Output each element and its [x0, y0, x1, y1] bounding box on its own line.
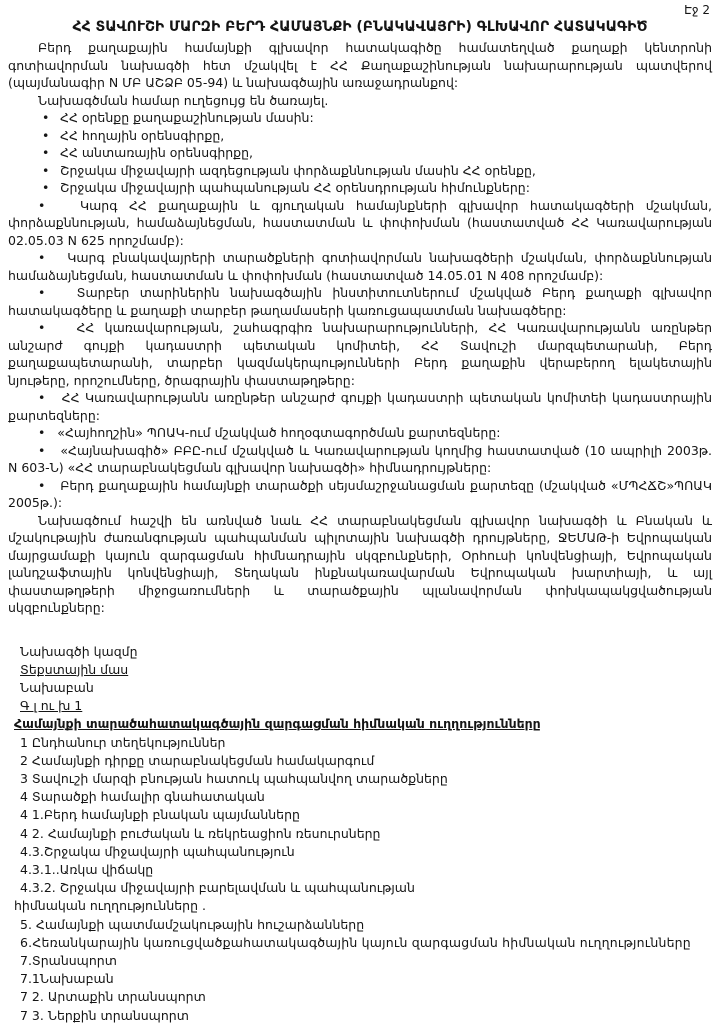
toc-line-item-continuation: հիմնական ուղղությունները .: [14, 898, 206, 914]
table-of-contents: [8, 643, 712, 1025]
toc-line-item: 3 Տավուշի մարզի բնության հատուկ պահպանվող տարածքները: [20, 770, 448, 786]
bullet-item: • Շրջակա միջավայրի ազդեցության փորձաքննության մասին ՀՀ օրենքը,: [8, 162, 712, 180]
bullet-item: • «Հայհողշին» ՊՈԱԿ-ում մշակված հողօգտագործման քարտեզները:: [8, 424, 712, 442]
bullet-item: • Տարբեր տարիներին նախագծային ինստիտուտներում մշակված Բերդ քաղաքի գլխավոր հատակագծերը և քաղաքի տարբեր թաղամասերի կառուցապատման նախագծերը:: [8, 284, 712, 319]
toc-line-item: 4.3.2. Շրջակա միջավայրի բարելավման և պահպանության: [20, 880, 415, 896]
toc-line-item: 5. Համայնքի պատմամշակութային հուշարձանները: [20, 916, 365, 932]
intro-paragraph: Բերդ քաղաքային համայնքի գլխավոր հատակագիծը համատեղված քաղաքի կենտրոնի գոտիավորման նախագծի հետ մշակվել է ՀՀ Քաղաքաշինության նախարարության պատվերով (պայմանագիր N ՄԲ ԱՇՁԲ 05-94) և նախագծային առաջադրանքով:: [8, 40, 712, 90]
bullet-item: • Շրջակա միջավայրի պահպանության ՀՀ օրենսդրության հիմունքները:: [8, 179, 712, 197]
closing-paragraph: Նախագծում հաշվի են առնված նաև ՀՀ տարաբնակեցման գլխավոր նախագծի և Բնական և մշակութային ժառանգության պահպանման պիլոտային նախագծի դրույթները, ՋԵՄԱԹ-ի Եվրոպական մայրցամաքի կայուն զարգացման հիմնադրային սկզբունքների, Օրհուսի կոնվենցիայի, Եվրոպական լանդշաֆտային կոնվենցիայի, Տեղական ինքնակառավարման Եվրոպական խարտիայի, և այլ փաստաթղթերի միջոցառումների և տարածքային պլանավորման փոխկապակցվածության սկզբունքները:: [8, 512, 712, 615]
toc-line-item: 7.Տրանսպորտ: [20, 952, 117, 968]
toc-line-item: 7 2. Արտաքին տրանսպորտ: [20, 989, 206, 1005]
toc-line-chapter-1-title: Համայնքի տարածահատակագծային զարգացման հիմնական ուղղությունները: [14, 716, 541, 732]
toc-line-item: 1 Ընդհանուր տեղեկություններ: [20, 734, 226, 750]
bullet-item: • Կարգ բնակավայրերի տարածքների գոտիավորման նախագծերի մշակման, փորձաքննության համաձայնեցման, հաստատման և փոփոխման (հաստատված 14.05.01 N 408 որոշմամբ):: [8, 249, 712, 284]
toc-line-item: 4 2. Համայնքի բուժական և ռեկրեացիոն ռեսուրսները: [20, 825, 381, 841]
toc-line-preface: Նախաբան: [20, 679, 94, 695]
toc-line-item: 4.3.Շրջակա միջավայրի պահպանություն: [20, 843, 295, 859]
bullet-item: • Կարգ ՀՀ քաղաքային և գյուղական համայնքների գլխավոր հատակագծերի մշակման, փորձաքննության, համաձայնեցման, հաստատման և փոփոխման (հաստատված ՀՀ Կառավարության 02.05.03 N 625 որոշմամբ):: [8, 197, 712, 250]
guide-lead: Նախագծման համար ուղեցույց են ծառայել.: [38, 92, 329, 108]
bullet-item: • ՀՀ օրենքը քաղաքաշինության մասին:: [8, 109, 712, 127]
toc-line-text-part: Տեքստային մաս: [20, 661, 129, 677]
page-number: Էջ 2: [684, 3, 710, 17]
toc-line-item: 7.1Նախաբան: [20, 971, 114, 987]
toc-line-composition: Նախագծի կազմը: [20, 643, 138, 659]
toc-line-chapter-1: Գ լ ու խ 1: [20, 698, 83, 714]
bullet-item: • «Հայնախագիծ» ԲԲԸ-ում մշակված և Կառավարության կողմից հաստատված (10 ապրիլի 2003թ. N 603-Ն) «ՀՀ տարաբնակեցման գլխավոր նախագծի» հիմնադրույթները:: [8, 442, 712, 477]
toc-line-item: 4.3.1..Առկա վիճակը: [20, 861, 154, 877]
bullet-item: • ՀՀ Կառավարությանն առընթեր անշարժ գույքի կադաստրի պետական կոմիտեի կադաստրային քարտեզները:: [8, 389, 712, 424]
toc-line-item: 6.Հեռանկարային կառուցվածքահատակագծային կայուն զարգացման հիմնական ուղղությունները: [20, 934, 691, 950]
bullet-item: • ՀՀ հողային օրենսգիրքը,: [8, 127, 712, 145]
toc-line-item: 4 Տարածքի համալիր գնահատական: [20, 789, 265, 805]
bullet-item: • ՀՀ կառավարության, շահագրգիռ նախարարությունների, ՀՀ Կառավարությանն առընթեր անշարժ գույքի կադաստրի պետական կոմիտեի, ՀՀ Տավուշի մարզպետարանի, Բերդ քաղաքապետարանի, տարբեր կազմակերպությունների Բերդ քաղաքին վերաբերող ելակետային նյութերը, որոշումները, ծրագրային փաստաթղթերը:: [8, 319, 712, 389]
bullet-item: • Բերդ քաղաքային համայնքի տարածքի սեյսմաշրջանացման քարտեզը (մշակված «ՄՊՀՃՇ»ՊՈԱԿ 2005թ.):: [8, 477, 712, 512]
document-title: ՀՀ ՏԱՎՈՒՇԻ ՄԱՐԶԻ ԲԵՐԴ ՀԱՄԱՅՆՔԻ (ԲՆԱԿԱՎԱՅՐԻ) ԳԼԽԱՎՈՐ ՀԱՏԱԿԱԳԻԾ: [72, 19, 648, 35]
toc-line-item: 2 Համայնքի դիրքը տարաբնակեցման համակարգում: [20, 752, 375, 768]
toc-line-item: 4 1.Բերդ համայնքի բնական պայմանները: [20, 807, 300, 823]
bullet-item: • ՀՀ անտառային օրենսգիրքը,: [8, 144, 712, 162]
toc-line-item: 7 3. Ներքին տրանսպորտ: [20, 1007, 189, 1023]
